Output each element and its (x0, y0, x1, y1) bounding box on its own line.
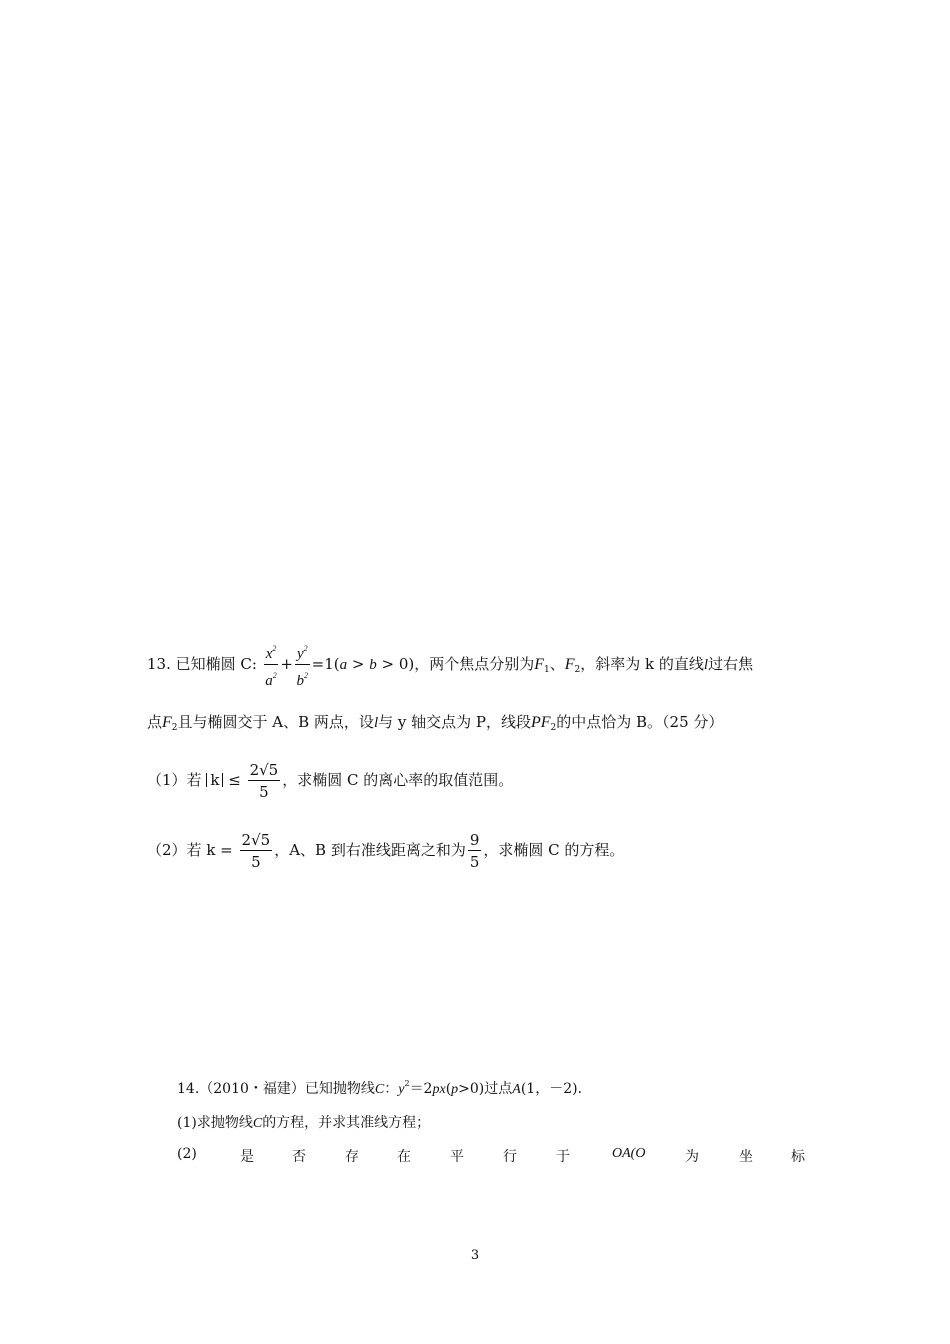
fraction-9-over-5: $\frac{9}{5}$ (469, 831, 480, 871)
q14-line1: 14.（2010・福建）已知抛物线C：$y^2=2px(p>0)$过点A(1，－2)． (177, 1079, 592, 1097)
q13-part2: （2）若 k = $\frac{2√5}{5}$ ，A、B 到右准线距离之和为 $\frac{9}{5}$ ，求椭圆 C 的方程。 (147, 831, 625, 871)
q13-part1: （1）若 k ≤ $\frac{2√5}{5}$ ，求椭圆 C 的离心率的取值范围。 (147, 761, 514, 801)
fraction-2root5-over-5: $\frac{2√5}{5}$ (249, 761, 279, 801)
abs-k: k (206, 773, 223, 787)
q14-line2: (1)求抛物线C的方程，并求其准线方程； (177, 1115, 431, 1131)
fraction-y2-over-b2: $\frac{y^2}{b^2}$ (295, 641, 310, 689)
fraction-x2-over-a2: $\frac{x^2}{a^2}$ (264, 641, 279, 689)
q13-line2: 点$F_2$且与椭圆交于 A、B 两点，设l与 y 轴交点为 P，线段$PF_2$的中点恰为 B。（25 分） (147, 713, 724, 733)
q13-line1: 13. 已知椭圆 C: $\frac{x^2}{a^2}$ + $\frac{y^2}{b^2}$ =1(a > b > 0)，两个焦点分别为$F_1$、$F_2$，斜率为 k 的直线l过右焦 (147, 641, 753, 689)
fraction-2root5-over-5-b: $\frac{2√5}{5}$ (241, 831, 271, 871)
page-number: 3 (470, 1248, 480, 1263)
